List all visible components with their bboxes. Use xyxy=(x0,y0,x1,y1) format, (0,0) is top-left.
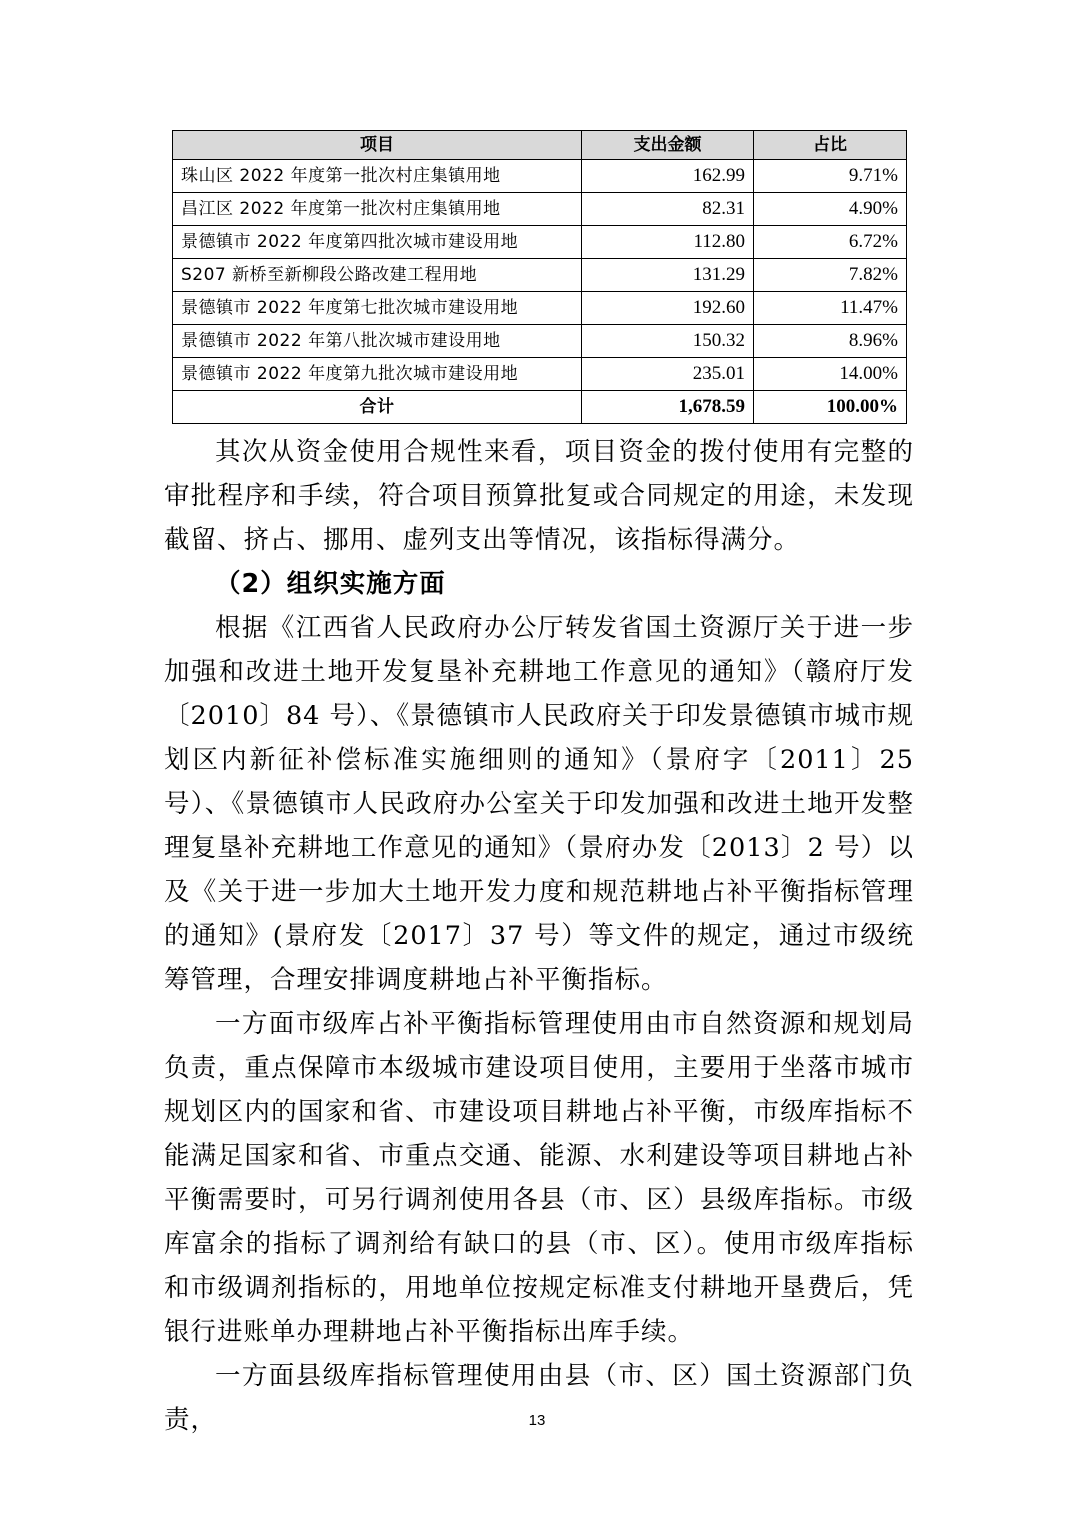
document-body xyxy=(164,430,914,1442)
table-total-row xyxy=(173,391,907,424)
cell-amount: 82.31 xyxy=(582,193,754,226)
cell-ratio: 14.00% xyxy=(754,358,907,391)
cell-amount: 235.01 xyxy=(582,358,754,391)
paragraph-county-level: 一方面县级库指标管理使用由县（市、区）国土资源部门负责， xyxy=(164,1361,914,1435)
table-row xyxy=(173,325,907,358)
paragraph-regulations: 根据《江西省人民政府办公厅转发省国土资源厅关于进一步加强和改进土地开发复垦补充耕地工作意见的通知》（赣府厅发〔2010〕84 号）、《景德镇市人民政府关于印发景德镇市城市规划区内新征补偿标准实施细则的通知》（景府字〔2011〕25 号）、《景德镇市人民政府办公室关于印发加强和改进土地开发整理复垦补充耕地工作意见的通知》（景府办发〔2013〕2 号）以及《关于进一步加大土地开发力度和规范耕地占补平衡指标管理的通知》(景府发〔2017〕37 号）等文件的规定，通过市级统筹管理，合理安排调度耕地占补平衡指标。 xyxy=(164,613,914,995)
cell-ratio: 9.71% xyxy=(754,160,907,193)
page-number: 13 xyxy=(528,1412,546,1429)
table-row xyxy=(173,226,907,259)
paragraph-city-level: 一方面市级库占补平衡指标管理使用由市自然资源和规划局负责，重点保障市本级城市建设项目使用，主要用于坐落市城市规划区内的国家和省、市建设项目耕地占补平衡，市级库指标不能满足国家和省、市重点交通、能源、水利建设等项目耕地占补平衡需要时，可另行调剂使用各县（市、区）县级库指标。市级库富余的指标了调剂给有缺口的县（市、区）。使用市级库指标和市级调剂指标的，用地单位按规定标准支付耕地开垦费后，凭银行进账单办理耕地占补平衡指标出库手续。 xyxy=(164,1009,914,1347)
column-header-amount: 支出金额 xyxy=(582,131,754,160)
column-header-item: 项目 xyxy=(173,131,582,160)
cell-item: 景德镇市 2022 年第八批次城市建设用地 xyxy=(173,325,582,358)
expense-table-container xyxy=(172,130,906,424)
cell-amount: 150.32 xyxy=(582,325,754,358)
cell-amount: 192.60 xyxy=(582,292,754,325)
table-row xyxy=(173,358,907,391)
cell-amount: 112.80 xyxy=(582,226,754,259)
table-row xyxy=(173,259,907,292)
total-amount: 1,678.59 xyxy=(582,391,754,424)
cell-item: 景德镇市 2022 年度第四批次城市建设用地 xyxy=(173,226,582,259)
cell-ratio: 6.72% xyxy=(754,226,907,259)
table-header-row xyxy=(173,131,907,160)
table-row xyxy=(173,160,907,193)
cell-amount: 131.29 xyxy=(582,259,754,292)
cell-item: S207 新桥至新柳段公路改建工程用地 xyxy=(173,259,582,292)
table-row xyxy=(173,193,907,226)
column-header-ratio: 占比 xyxy=(754,131,907,160)
table-row xyxy=(173,292,907,325)
total-ratio: 100.00% xyxy=(754,391,907,424)
cell-ratio: 8.96% xyxy=(754,325,907,358)
cell-item: 景德镇市 2022 年度第九批次城市建设用地 xyxy=(173,358,582,391)
section-heading: （2）组织实施方面 xyxy=(215,569,446,599)
expense-table xyxy=(172,130,907,424)
total-label: 合计 xyxy=(173,391,582,424)
cell-item: 景德镇市 2022 年度第七批次城市建设用地 xyxy=(173,292,582,325)
paragraph-compliance: 其次从资金使用合规性来看，项目资金的拨付使用有完整的审批程序和手续，符合项目预算批复或合同规定的用途，未发现截留、挤占、挪用、虚列支出等情况，该指标得满分。 xyxy=(164,437,914,555)
cell-ratio: 4.90% xyxy=(754,193,907,226)
cell-item: 珠山区 2022 年度第一批次村庄集镇用地 xyxy=(173,160,582,193)
cell-amount: 162.99 xyxy=(582,160,754,193)
cell-ratio: 7.82% xyxy=(754,259,907,292)
cell-item: 昌江区 2022 年度第一批次村庄集镇用地 xyxy=(173,193,582,226)
cell-ratio: 11.47% xyxy=(754,292,907,325)
